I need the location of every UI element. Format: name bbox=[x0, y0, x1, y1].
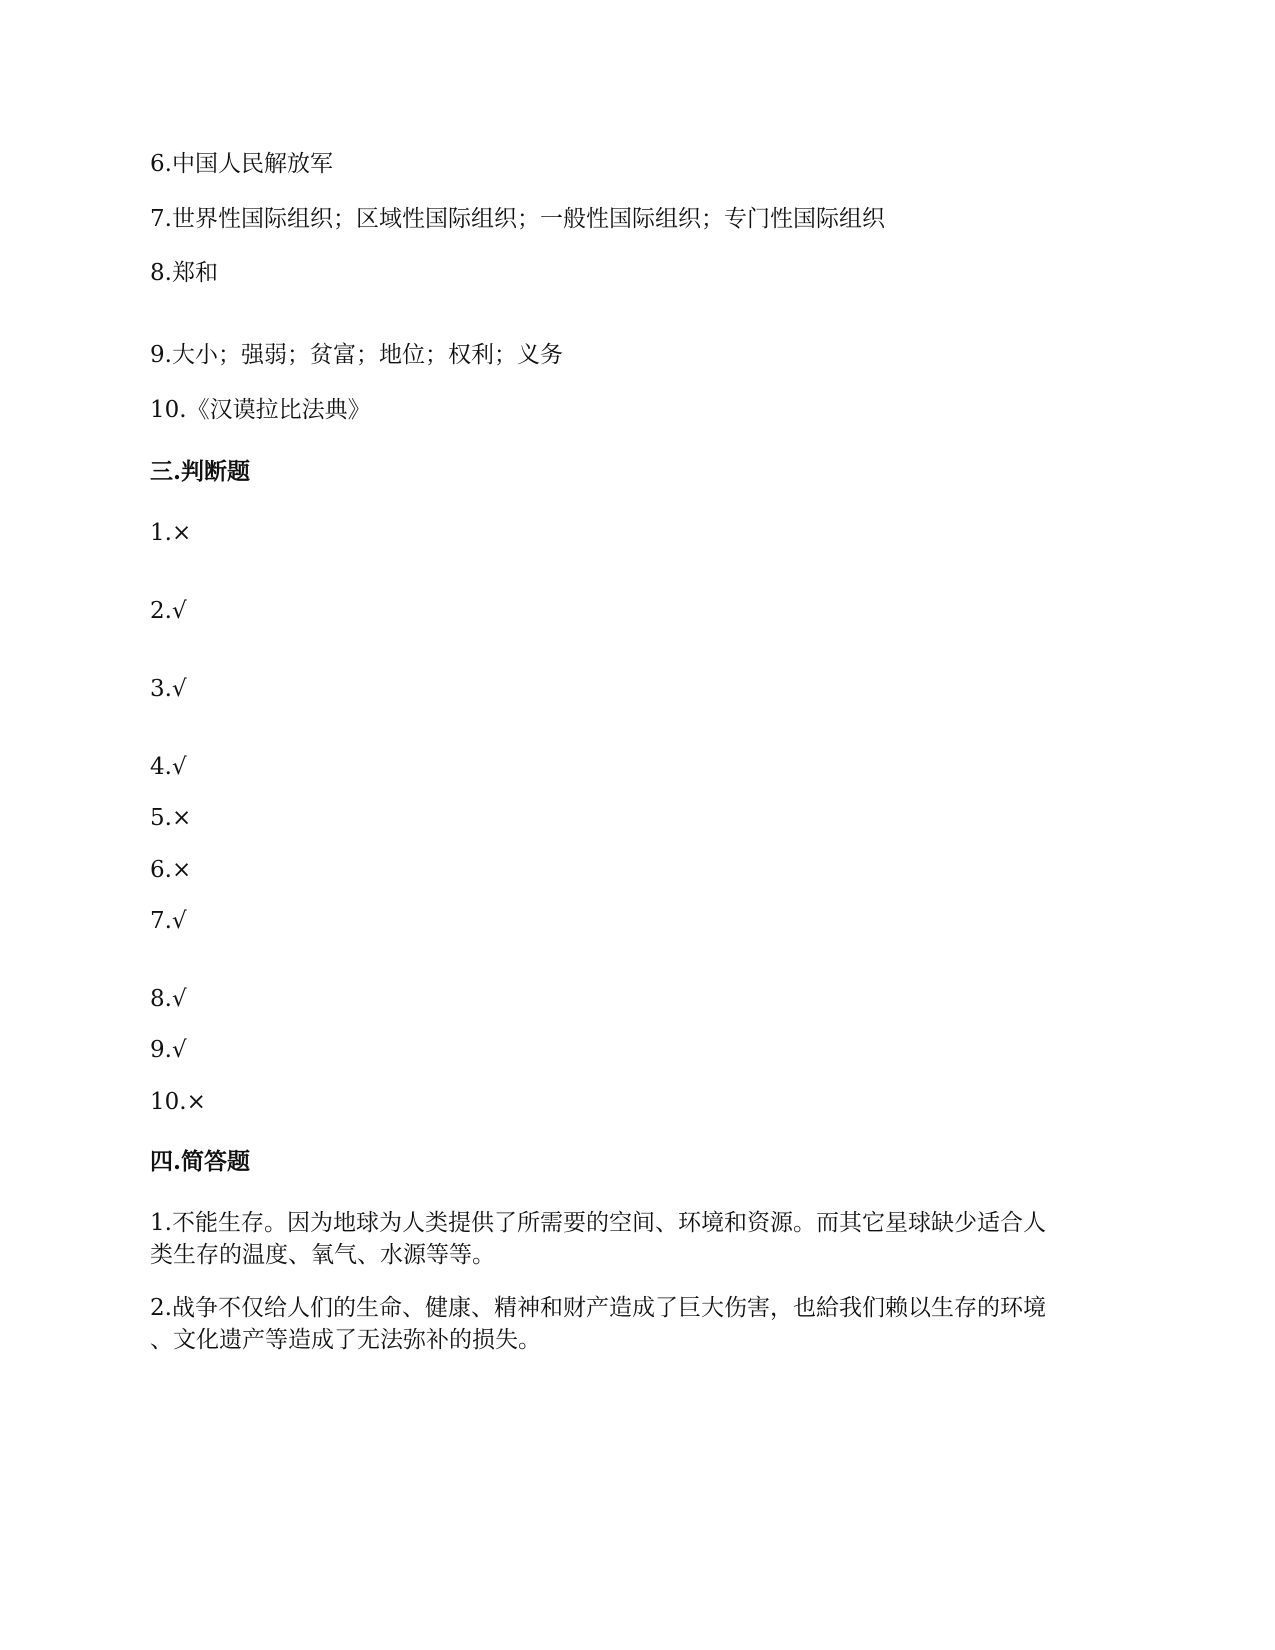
judgement-answer-6: 6.× bbox=[150, 857, 192, 883]
judgement-answer-7: 7.√ bbox=[150, 908, 187, 934]
short-answer-1-line-1: 1.不能生存。因为地球为人类提供了所需要的空间、环境和资源。而其它星球缺少适合人 bbox=[150, 1210, 1046, 1236]
judgement-answer-3: 3.√ bbox=[150, 676, 187, 702]
judgement-answer-2: 2.√ bbox=[150, 598, 187, 624]
section-heading-short-answer: 四.简答题 bbox=[150, 1148, 251, 1175]
section-heading-judgement: 三.判断题 bbox=[150, 458, 251, 485]
fill-answer-6: 6.中国人民解放军 bbox=[150, 151, 333, 177]
fill-answer-7: 7.世界性国际组织；区域性国际组织；一般性国际组织；专门性国际组织 bbox=[150, 206, 885, 232]
short-answer-2-line-2: 、文化遗产等造成了无法弥补的损失。 bbox=[150, 1327, 541, 1353]
judgement-answer-4: 4.√ bbox=[150, 754, 187, 780]
judgement-answer-10: 10.× bbox=[150, 1089, 206, 1115]
judgement-answer-8: 8.√ bbox=[150, 986, 187, 1012]
judgement-answer-1: 1.× bbox=[150, 520, 192, 546]
fill-answer-10: 10.《汉谟拉比法典》 bbox=[150, 397, 371, 423]
fill-answer-8: 8.郑和 bbox=[150, 260, 218, 286]
judgement-answer-5: 5.× bbox=[150, 805, 192, 831]
fill-answer-9: 9.大小；强弱；贫富；地位；权利；义务 bbox=[150, 342, 563, 368]
short-answer-1-line-2: 类生存的温度、氧气、水源等等。 bbox=[150, 1242, 495, 1268]
short-answer-2-line-1: 2.战争不仅给人们的生命、健康、精神和财产造成了巨大伤害，也給我们赖以生存的环境 bbox=[150, 1295, 1046, 1321]
judgement-answer-9: 9.√ bbox=[150, 1037, 187, 1063]
